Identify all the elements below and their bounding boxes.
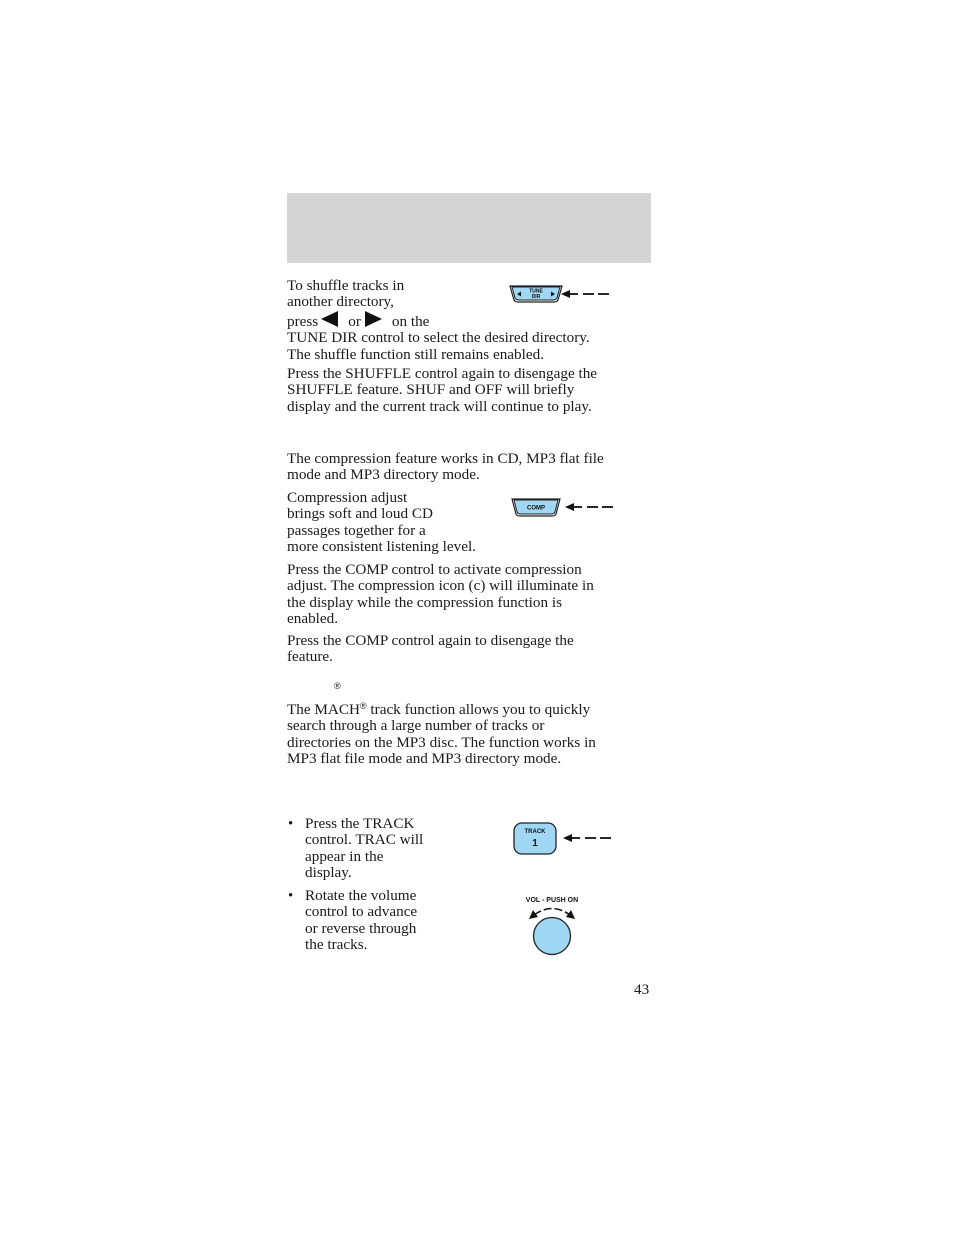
compression-adjust-paragraph — [287, 490, 476, 556]
text-line: mode and MP3 directory mode. — [287, 466, 480, 484]
comp-off-paragraph — [287, 633, 574, 666]
mach-first-line — [287, 702, 596, 718]
mach-paragraph — [287, 702, 596, 768]
volume-knob-illustration — [520, 893, 586, 957]
text-line: Compression adjust — [287, 489, 408, 506]
mach-suffix: track function allows you to quickly — [366, 701, 591, 718]
rotate-left-arrow-icon — [529, 910, 538, 919]
track-button-illustration — [512, 821, 614, 857]
tune-label: TUNE — [529, 288, 543, 295]
text-line: control to advance — [305, 903, 418, 921]
volume-knob — [534, 918, 571, 955]
text-line: Press the COMP control again to disengage the — [287, 632, 574, 649]
seek-right-icon — [365, 311, 382, 327]
text-line: MP3 flat file mode and MP3 directory mode. — [287, 750, 562, 768]
on-the-word: on the — [391, 312, 430, 330]
pointer-arrowhead-icon — [561, 290, 570, 298]
text-line: The shuffle function still remains enabled. — [287, 345, 544, 363]
text-line: SHUFFLE feature. SHUF and OFF will briefly — [287, 381, 575, 399]
text-line: the tracks. — [305, 936, 368, 954]
text-line: To shuffle tracks in — [287, 277, 405, 294]
text-line: Rotate the volume — [305, 887, 417, 904]
track-label: TRACK — [524, 829, 546, 835]
pointer-arrowhead-icon — [565, 503, 574, 511]
text-line: Press the TRACK — [305, 815, 415, 832]
text-line: appear in the — [305, 847, 384, 865]
text-line: Press the COMP control to activate compression — [287, 561, 582, 578]
text-line: the display while the compression function is — [287, 593, 563, 611]
seek-left-icon — [321, 311, 338, 327]
text-line: more consistent listening level. — [287, 538, 476, 556]
text-line: search through a large number of tracks or — [287, 717, 545, 735]
list-bullet: • — [288, 816, 294, 832]
text-line: control. TRAC will — [305, 831, 424, 849]
text-line: feature. — [287, 648, 333, 666]
comp-label: COMP — [527, 505, 545, 512]
press-word: press — [287, 312, 319, 330]
compression-intro-paragraph — [287, 451, 604, 484]
mach-heading-registered-mark: ® — [334, 681, 341, 691]
page-number: 43 — [634, 981, 650, 998]
comp-button-illustration — [510, 497, 616, 519]
section-header-band — [287, 193, 651, 263]
text-line: adjust. The compression icon (c) will illuminate in — [287, 577, 594, 595]
list-item — [305, 888, 417, 954]
text-line: directories on the MP3 disc. The function works in — [287, 733, 596, 751]
tune-dir-button-illustration — [508, 284, 612, 306]
registered-mark: ® — [359, 701, 367, 711]
text-line: brings soft and loud CD — [287, 505, 433, 523]
text-line: or reverse through — [305, 919, 417, 937]
text-line: Press the SHUFFLE control again to disengage the — [287, 365, 598, 382]
text-line: enabled. — [287, 610, 339, 628]
press-line — [287, 311, 590, 330]
pointer-arrowhead-icon — [563, 834, 572, 842]
dir-label: DIR — [531, 294, 541, 300]
rotate-right-arrow-icon — [566, 910, 575, 919]
shuffle-off-paragraph — [287, 366, 597, 415]
rotation-arc — [534, 909, 570, 916]
vol-push-on-label: VOL - PUSH ON — [525, 897, 579, 904]
text-line: display and the current track will continue to play. — [287, 397, 592, 415]
track-number: 1 — [532, 838, 538, 849]
text-line: The compression feature works in CD, MP3 flat file — [287, 450, 604, 467]
comp-activate-paragraph — [287, 562, 594, 628]
list-bullet: • — [288, 888, 294, 904]
text-line: TUNE DIR control to select the desired directory. — [287, 329, 590, 347]
text-line: passages together for a — [287, 521, 426, 539]
text-line: another directory, — [287, 293, 394, 311]
list-item — [305, 816, 423, 882]
text-line: display. — [305, 864, 352, 882]
mach-prefix: The MACH — [287, 701, 360, 718]
or-word: or — [348, 312, 361, 330]
